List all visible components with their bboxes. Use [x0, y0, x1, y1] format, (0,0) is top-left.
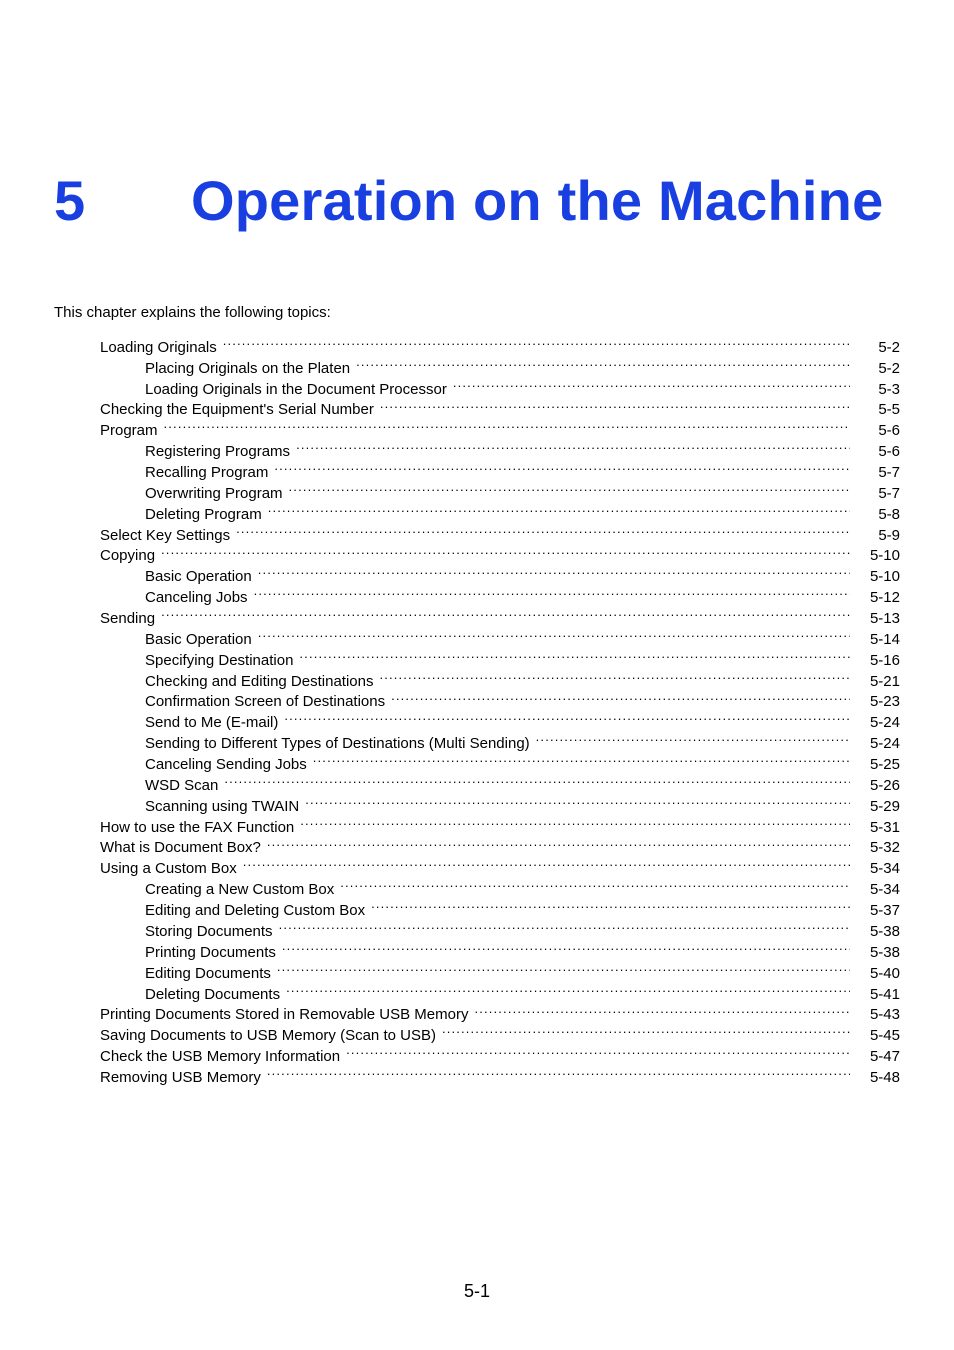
toc-entry-label: Program	[100, 422, 158, 440]
dot-leader	[356, 352, 850, 373]
dot-leader	[442, 1019, 850, 1040]
toc-entry-label: Deleting Program	[145, 505, 262, 523]
toc-entry-label: Checking the Equipment's Serial Number	[100, 401, 374, 419]
dot-leader	[536, 727, 850, 748]
dot-leader	[161, 540, 850, 561]
toc-subentry[interactable]	[0, 581, 954, 607]
toc-subentry[interactable]	[0, 373, 954, 398]
toc-subentry[interactable]	[0, 686, 954, 711]
toc-entry-label: Printing Documents Stored in Removable USB Memory	[100, 1006, 469, 1024]
toc-entry-label: Basic Operation	[145, 568, 252, 586]
toc-entry-label: Recalling Program	[145, 464, 269, 482]
toc-entry-page: 5-48	[869, 1068, 900, 1086]
toc-subentry[interactable]	[0, 477, 954, 502]
dot-leader	[346, 1040, 850, 1061]
toc-subentry[interactable]	[0, 644, 954, 669]
dot-leader	[313, 748, 850, 769]
toc-subentry[interactable]	[0, 957, 954, 982]
table-of-contents	[0, 331, 954, 1086]
dot-leader	[236, 519, 850, 540]
toc-entry-label: Canceling Jobs	[145, 589, 248, 607]
toc-entry[interactable]	[0, 1040, 954, 1066]
toc-entry[interactable]	[0, 852, 954, 878]
toc-entry-label: Creating a New Custom Box	[145, 881, 335, 899]
chapter-title: Operation on the Machine	[191, 169, 884, 232]
toc-entry[interactable]	[0, 540, 954, 565]
toc-subentry[interactable]	[0, 978, 954, 1003]
toc-entry-label: Specifying Destination	[145, 651, 294, 669]
toc-entry-page: 5-40	[869, 964, 900, 982]
toc-entry-label: Send to Me (E-mail)	[145, 714, 279, 732]
chapter-number: 5	[54, 169, 86, 232]
toc-entry-label: Loading Originals in the Document Processor	[145, 380, 447, 398]
toc-entry[interactable]	[0, 832, 954, 857]
toc-subentry[interactable]	[0, 915, 954, 940]
toc-entry-page: 5-6	[878, 443, 900, 461]
dot-leader	[254, 581, 850, 602]
toc-subentry[interactable]	[0, 560, 954, 586]
toc-entry-page: 5-7	[878, 484, 900, 502]
dot-leader	[223, 331, 850, 352]
toc-entry[interactable]	[0, 811, 954, 836]
toc-entry[interactable]	[0, 1019, 954, 1045]
page-number: 5-1	[463, 1281, 490, 1301]
dot-leader	[299, 644, 850, 665]
toc-entry-page: 5-45	[869, 1027, 900, 1045]
toc-entry-label: Editing and Deleting Custom Box	[145, 902, 366, 920]
toc-entry-label: Registering Programs	[145, 443, 291, 461]
toc-subentry[interactable]	[0, 873, 954, 899]
dot-leader	[300, 811, 850, 832]
toc-subentry[interactable]	[0, 706, 954, 732]
dot-leader	[380, 394, 850, 415]
toc-entry-page: 5-24	[869, 735, 900, 753]
toc-entry-page: 5-29	[869, 797, 900, 815]
toc-entry[interactable]	[0, 519, 954, 544]
dot-leader	[277, 957, 850, 978]
dot-leader	[258, 623, 850, 644]
toc-entry-page: 5-2	[878, 359, 900, 377]
dot-leader	[224, 769, 850, 790]
toc-entry-label: Deleting Documents	[145, 985, 281, 1003]
dot-leader	[286, 978, 850, 999]
toc-entry-label: WSD Scan	[145, 776, 219, 794]
chapter-intro: This chapter explains the following topics:	[54, 304, 331, 321]
toc-entry-page: 5-12	[869, 589, 900, 607]
toc-subentry[interactable]	[0, 790, 954, 815]
toc-entry[interactable]	[0, 602, 954, 628]
toc-entry[interactable]	[0, 394, 954, 419]
toc-entry-label: Basic Operation	[145, 630, 252, 648]
toc-entry-page: 5-24	[869, 714, 900, 732]
dot-leader	[282, 936, 850, 957]
toc-entry-label: Overwriting Program	[145, 484, 283, 502]
toc-entry[interactable]	[0, 414, 954, 440]
chapter-heading	[54, 166, 900, 236]
toc-entry-page: 5-43	[869, 1006, 900, 1024]
toc-entry-page: 5-9	[878, 526, 900, 544]
toc-entry-page: 5-6	[878, 422, 900, 440]
toc-entry-page: 5-16	[869, 651, 900, 669]
toc-entry-label: Copying	[100, 547, 156, 565]
toc-entry-label: Checking and Editing Destinations	[145, 672, 374, 690]
dot-leader	[258, 560, 850, 581]
toc-subentry[interactable]	[0, 727, 954, 753]
dot-leader	[243, 852, 850, 873]
toc-entry-page: 5-3	[878, 380, 900, 398]
toc-entry-label: Canceling Sending Jobs	[145, 756, 307, 774]
dot-leader	[296, 435, 850, 456]
dot-leader	[164, 414, 850, 435]
dot-leader	[379, 665, 850, 686]
toc-subentry[interactable]	[0, 435, 954, 461]
toc-entry-label: Select Key Settings	[100, 526, 231, 544]
dot-leader	[274, 456, 850, 477]
dot-leader	[391, 686, 850, 707]
toc-entry[interactable]	[0, 331, 954, 356]
toc-entry-label: Check the USB Memory Information	[100, 1048, 341, 1066]
toc-subentry[interactable]	[0, 623, 954, 648]
toc-entry-label: Saving Documents to USB Memory (Scan to USB)	[100, 1027, 436, 1045]
toc-subentry[interactable]	[0, 352, 954, 377]
dot-leader	[340, 873, 850, 894]
toc-entry-label: Storing Documents	[145, 922, 273, 940]
toc-entry-page: 5-21	[869, 672, 900, 690]
toc-subentry[interactable]	[0, 936, 954, 961]
toc-entry-page: 5-25	[869, 756, 900, 774]
toc-entry-page: 5-8	[878, 505, 900, 523]
dot-leader	[267, 1061, 850, 1082]
toc-entry-page: 5-23	[869, 693, 900, 711]
toc-entry-label: Scanning using TWAIN	[145, 797, 300, 815]
dot-leader	[279, 915, 850, 936]
toc-entry-page: 5-14	[869, 630, 900, 648]
toc-subentry[interactable]	[0, 456, 954, 482]
toc-entry-page: 5-38	[869, 943, 900, 961]
dot-leader	[453, 373, 850, 394]
toc-subentry[interactable]	[0, 498, 954, 523]
toc-entry-page: 5-2	[878, 338, 900, 356]
toc-entry[interactable]	[0, 999, 954, 1024]
dot-leader	[289, 477, 850, 498]
toc-entry-label: Loading Originals	[100, 338, 217, 356]
toc-entry-label: Removing USB Memory	[100, 1068, 261, 1086]
toc-entry-page: 5-32	[869, 839, 900, 857]
dot-leader	[305, 790, 850, 811]
toc-entry-label: Confirmation Screen of Destinations	[145, 693, 386, 711]
dot-leader	[371, 894, 850, 915]
toc-entry-label: Placing Originals on the Platen	[145, 359, 351, 377]
dot-leader	[268, 498, 850, 519]
toc-entry-page: 5-7	[878, 464, 900, 482]
toc-entry[interactable]	[0, 1061, 954, 1086]
toc-subentry[interactable]	[0, 769, 954, 794]
toc-entry-page: 5-38	[869, 922, 900, 940]
dot-leader	[161, 602, 850, 623]
toc-entry-label: What is Document Box?	[100, 839, 261, 857]
toc-subentry[interactable]	[0, 748, 954, 774]
toc-entry-label: Using a Custom Box	[100, 860, 237, 878]
dot-leader	[267, 832, 850, 853]
toc-entry-page: 5-26	[869, 776, 900, 794]
toc-entry-page: 5-34	[869, 860, 900, 878]
toc-entry-page: 5-41	[869, 985, 900, 1003]
toc-entry-page: 5-10	[869, 568, 900, 586]
toc-entry-label: Editing Documents	[145, 964, 271, 982]
toc-subentry[interactable]	[0, 894, 954, 920]
toc-subentry[interactable]	[0, 665, 954, 690]
dot-leader	[284, 706, 850, 727]
toc-entry-page: 5-10	[869, 547, 900, 565]
toc-entry-page: 5-5	[878, 401, 900, 419]
toc-entry-label: Sending	[100, 610, 156, 628]
toc-entry-label: Printing Documents	[145, 943, 276, 961]
toc-entry-label: How to use the FAX Function	[100, 818, 295, 836]
toc-entry-page: 5-47	[869, 1048, 900, 1066]
toc-entry-label: Sending to Different Types of Destinations (Multi Sending)	[145, 735, 530, 753]
toc-entry-page: 5-13	[869, 610, 900, 628]
toc-entry-page: 5-37	[869, 902, 900, 920]
toc-entry-page: 5-34	[869, 881, 900, 899]
toc-entry-page: 5-31	[869, 818, 900, 836]
dot-leader	[474, 999, 850, 1020]
